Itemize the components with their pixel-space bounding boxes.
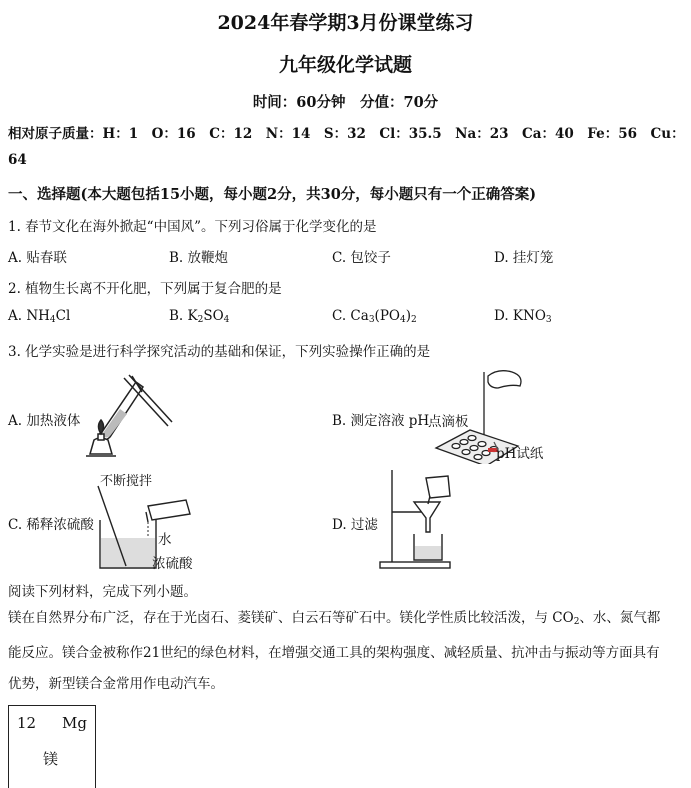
option-d-text: D. KNO (494, 308, 546, 324)
option-b-text-mid: SO (203, 308, 224, 324)
question-2-option-d[interactable] (494, 308, 552, 325)
option-a-text: A. NH (8, 308, 50, 324)
option-b-text: B. K (169, 308, 198, 324)
label-ph-paper: pH试纸 (496, 446, 544, 462)
question-3-option-c[interactable]: C. 稀释浓硫酸 (8, 517, 94, 533)
atomic-masses-line1: 相对原子质量：H：1 O：16 C：12 N：14 S：32 Cl：35.5 Na：23 Ca：40 Fe：56 Cu： (8, 126, 685, 142)
option-c-subscript-3: 2 (410, 315, 417, 325)
co2-subscript: 2 (573, 617, 580, 627)
option-b-subscript: 2 (197, 315, 204, 325)
question-2-option-a[interactable] (8, 308, 70, 325)
question-3-option-a[interactable]: A. 加热液体 (8, 413, 81, 429)
label-water: 水 (158, 532, 172, 548)
option-c-text-close: ) (405, 308, 411, 324)
question-3-stem: 3. 化学实验是进行科学探究活动的基础和保证，下列实验操作正确的是 (8, 344, 431, 360)
label-spot-plate: 点滴板 (428, 414, 469, 430)
time-score: 时间：60分钟 分值：70分 (252, 94, 439, 111)
option-c-subscript: 3 (368, 315, 375, 325)
option-a-text-end: Cl (55, 308, 71, 324)
label-conc-acid: 浓硫酸 (152, 556, 193, 572)
element-symbol: Mg (62, 714, 87, 732)
question-1-option-c[interactable]: C. 包饺子 (332, 250, 391, 266)
reading-text-2: 、水、氮气都能反应。镁合金被称作21世纪的绿色材料，在增强交通工具的架构强度、减轻质量、抗冲击与振动等方面具有优势，新型镁合金常用作电动汽车。 (8, 610, 661, 692)
reading-text-1: 镁在自然界分布广泛，存在于光卤石、菱镁矿、白云石等矿石中。镁化学性质比较活泼，与 CO (8, 610, 574, 626)
figure-filtration (378, 468, 468, 572)
option-a-subscript: 4 (49, 315, 56, 325)
reading-paragraph (8, 603, 673, 700)
section-heading: 一、选择题(本大题包括15小题，每小题2分，共30分，每小题只有一个正确答案) (8, 186, 537, 203)
figure-heating-liquid (80, 368, 180, 460)
question-1-option-b[interactable]: B. 放鞭炮 (169, 250, 229, 266)
question-2-option-c[interactable] (332, 308, 417, 325)
element-name: 镁 (43, 750, 59, 768)
question-1-option-d[interactable]: D. 挂灯笼 (494, 250, 554, 266)
option-b-subscript-2: 4 (223, 315, 230, 325)
label-stirring: 不断搅拌 (100, 474, 153, 489)
question-1-stem: 1. 春节文化在海外掀起“中国风”。下列习俗属于化学变化的是 (8, 219, 377, 235)
reading-intro: 阅读下列材料，完成下列小题。 (8, 584, 197, 600)
option-c-text-mid: (PO (374, 308, 400, 324)
question-2-stem: 2. 植物生长离不开化肥，下列属于复合肥的是 (8, 281, 282, 297)
exam-subtitle: 九年级化学试题 (278, 54, 412, 76)
exam-title: 2024年春学期3月份课堂练习 (217, 12, 474, 34)
element-card (8, 705, 96, 788)
option-d-subscript: 3 (545, 315, 552, 325)
question-2-option-b[interactable] (169, 308, 229, 325)
option-c-text: C. Ca (332, 308, 369, 324)
atomic-masses-line2: 64 (8, 152, 27, 168)
question-3-option-b[interactable]: B. 测定溶液 pH (332, 413, 430, 429)
question-1-option-a[interactable]: A. 贴春联 (8, 250, 67, 266)
element-number: 12 (17, 714, 37, 732)
question-3-option-d[interactable]: D. 过滤 (332, 517, 378, 533)
option-c-subscript-2: 4 (399, 315, 406, 325)
